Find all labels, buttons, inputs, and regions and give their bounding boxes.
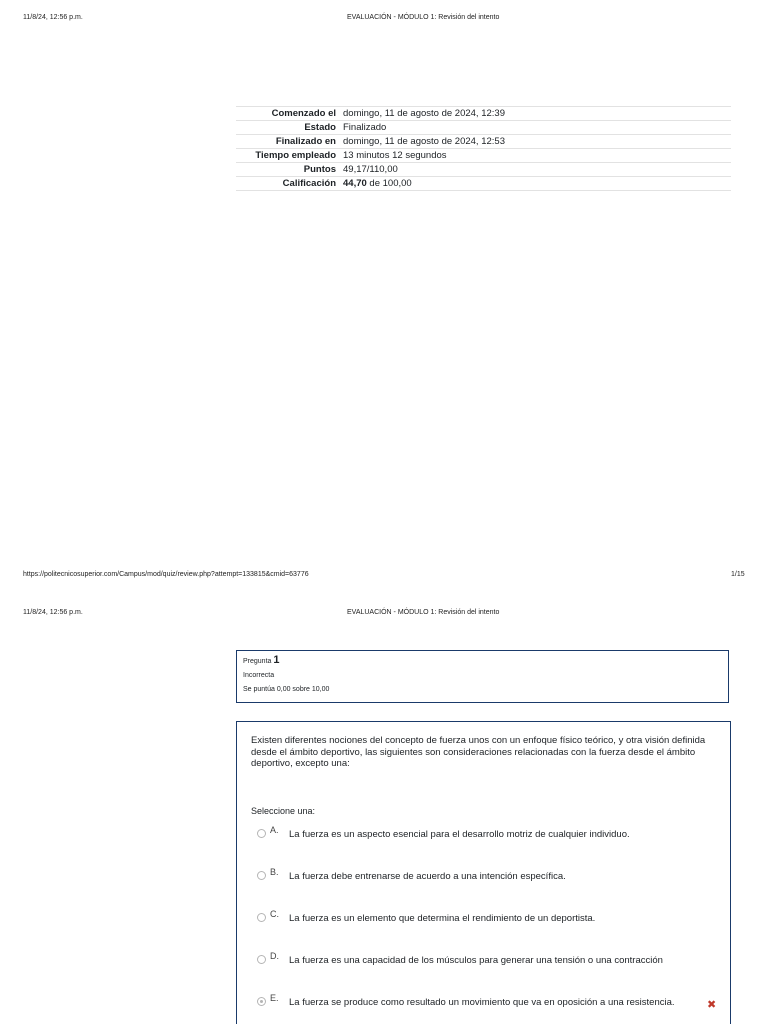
radio-button[interactable] bbox=[257, 829, 266, 838]
summary-label: Estado bbox=[304, 122, 336, 133]
print-title: EVALUACIÓN - MÓDULO 1: Revisión del intento bbox=[347, 14, 500, 21]
radio-button[interactable] bbox=[257, 955, 266, 964]
incorrect-icon: ✖ bbox=[707, 999, 717, 1011]
summary-value: domingo, 11 de agosto de 2024, 12:39 bbox=[343, 108, 505, 119]
summary-value: Finalizado bbox=[343, 122, 387, 133]
summary-row bbox=[236, 163, 731, 177]
summary-row bbox=[236, 107, 731, 121]
question-text: Existen diferentes nociones del concepto de fuerza unos con un enfoque físico teórico, y otra visión definida desde el ámbito deportivo, las siguientes son consideraciones relacionadas con la fuerza desde el ámbito deportivo, excepto una: bbox=[251, 735, 706, 769]
question-grade: Se puntúa 0,00 sobre 10,00 bbox=[243, 686, 330, 693]
radio-button[interactable] bbox=[257, 871, 266, 880]
option-text: La fuerza es un aspecto esencial para el desarrollo motriz de cualquier individuo. bbox=[289, 829, 630, 840]
option-text: La fuerza es una capacidad de los músculos para generar una tensión o una contracción bbox=[289, 955, 663, 966]
summary-label: Calificación bbox=[282, 178, 336, 189]
question-info-box bbox=[236, 650, 729, 703]
grade-score: 44,70 bbox=[343, 178, 367, 189]
option-letter: B. bbox=[270, 867, 279, 877]
radio-button-selected[interactable] bbox=[257, 997, 266, 1006]
option-text: La fuerza debe entrenarse de acuerdo a una intención específica. bbox=[289, 871, 566, 882]
summary-label: Finalizado en bbox=[275, 136, 336, 147]
option-letter: A. bbox=[270, 825, 279, 835]
summary-label: Comenzado el bbox=[271, 108, 336, 119]
option-letter: E. bbox=[270, 993, 279, 1003]
summary-row bbox=[236, 177, 731, 191]
print-title: EVALUACIÓN - MÓDULO 1: Revisión del intento bbox=[347, 609, 500, 616]
option-letter: C. bbox=[270, 909, 279, 919]
question-label: Pregunta bbox=[243, 658, 272, 665]
print-date: 11/8/24, 12:56 p.m. bbox=[23, 609, 83, 616]
summary-row bbox=[236, 135, 731, 149]
summary-value: domingo, 11 de agosto de 2024, 12:53 bbox=[343, 136, 505, 147]
page-url[interactable]: https://politecnicosuperior.com/Campus/mod/quiz/review.php?attempt=133815&cmid=63776 bbox=[23, 571, 309, 578]
attempt-summary-table bbox=[236, 106, 731, 191]
summary-label: Tiempo empleado bbox=[255, 150, 336, 161]
option-letter: D. bbox=[270, 951, 279, 961]
summary-label: Puntos bbox=[303, 164, 336, 175]
option-text: La fuerza es un elemento que determina el rendimiento de un deportista. bbox=[289, 913, 596, 924]
question-content-box bbox=[236, 721, 731, 1024]
page-number: 1/15 bbox=[731, 571, 745, 578]
option-text: La fuerza se produce como resultado un movimiento que va en oposición a una resistencia. bbox=[289, 997, 675, 1008]
question-state: Incorrecta bbox=[243, 672, 275, 679]
print-date: 11/8/24, 12:56 p.m. bbox=[23, 14, 83, 21]
summary-row bbox=[236, 121, 731, 135]
question-num: 1 bbox=[273, 654, 280, 666]
question-number bbox=[243, 653, 722, 669]
select-prompt: Seleccione una: bbox=[251, 806, 316, 816]
summary-row bbox=[236, 149, 731, 163]
summary-value: 49,17/110,00 bbox=[343, 164, 398, 175]
summary-value bbox=[341, 177, 731, 191]
radio-button[interactable] bbox=[257, 913, 266, 922]
grade-max: de 100,00 bbox=[366, 178, 412, 189]
summary-value: 13 minutos 12 segundos bbox=[343, 150, 447, 161]
